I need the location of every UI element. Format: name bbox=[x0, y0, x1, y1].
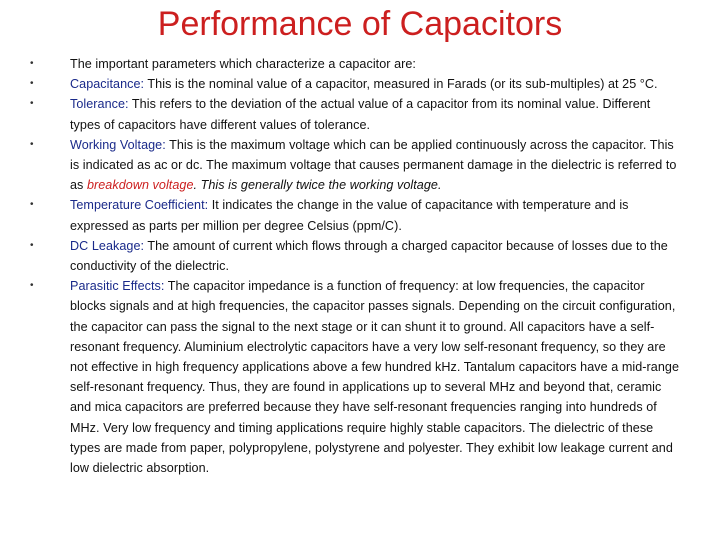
bullet-icon: • bbox=[30, 78, 34, 90]
bullet-icon: • bbox=[30, 280, 34, 292]
bullet-icon: • bbox=[30, 239, 34, 251]
bullet-text: The important parameters which characterize a capacitor are: bbox=[70, 57, 416, 71]
bullet-text: This is the nominal value of a capacitor, measured in Farads (or its sub-multiples) at 25 °C. bbox=[144, 77, 658, 92]
bullet-term: Tolerance: bbox=[70, 97, 129, 112]
bullet-text: It indicates the change in the value of capacitance with temperature and is expressed as parts per million per degree Celsius (ppm/C). bbox=[70, 198, 629, 233]
bullet-capacitance bbox=[30, 74, 680, 94]
bullet-list bbox=[30, 54, 680, 478]
bullet-text: The amount of current which flows through a charged capacitor because of losses due to the conductivity of the dielectric. bbox=[70, 238, 668, 274]
breakdown-voltage-highlight: breakdown voltage bbox=[86, 178, 194, 193]
bullet-text: The capacitor impedance is a function of frequency: at low frequencies, the capacitor blocks signals and at high frequencies, the capacitor passes signals. Depending on the circuit configuration, the capacitor can pass the signal to the next stage or it can shunt it to ground. All capacitors have a self-resonant frequency. Aluminium electrolytic capacitors have a very low self-resonant frequency, so they are not effective in high frequency applications above a few hundred kHz. Tantalum capacitors have a mid-range self-resonant frequency. Thus, they are found in applications up to several MHz and beyond that, ceramic and mica capacitors are preferred because they have self-resonant frequencies ranging into hundreds of MHz. Very low frequency and timing applications require highly stable capacitors. The dielectric of these types are made from paper, polypropylene, polystyrene and polyester. They exhibit low leakage current and low dielectric absorption. bbox=[70, 279, 679, 476]
bullet-text-tail: . This is generally twice the working voltage. bbox=[193, 178, 442, 193]
bullet-icon: • bbox=[30, 58, 34, 69]
bullet-term: Temperature Coefficient: bbox=[70, 198, 209, 213]
bullet-term: DC Leakage: bbox=[70, 238, 145, 253]
bullet-term: Working Voltage: bbox=[70, 137, 166, 152]
bullet-text: This is the maximum voltage which can be applied continuously across the capacitor. This is indicated as ac or dc. The maximum voltage that causes permanent damage in the dielectric is referred to as bbox=[70, 137, 677, 193]
bullet-intro bbox=[30, 54, 680, 74]
bullet-term: Capacitance: bbox=[70, 77, 145, 92]
bullet-text: This refers to the deviation of the actual value of a capacitor from its nominal value. Different types of capacitors have different values of tolerance. bbox=[70, 97, 651, 132]
bullet-icon: • bbox=[30, 98, 34, 110]
bullet-icon: • bbox=[30, 138, 34, 150]
bullet-icon: • bbox=[30, 199, 34, 211]
bullet-working-voltage bbox=[30, 135, 680, 196]
bullet-parasitic-effects bbox=[30, 276, 680, 478]
slide-title: Performance of Capacitors bbox=[157, 5, 563, 43]
bullet-tolerance bbox=[30, 94, 680, 134]
bullet-dc-leakage bbox=[30, 236, 680, 276]
bullet-temperature-coefficient bbox=[30, 195, 680, 235]
bullet-term: Parasitic Effects: bbox=[70, 279, 165, 294]
